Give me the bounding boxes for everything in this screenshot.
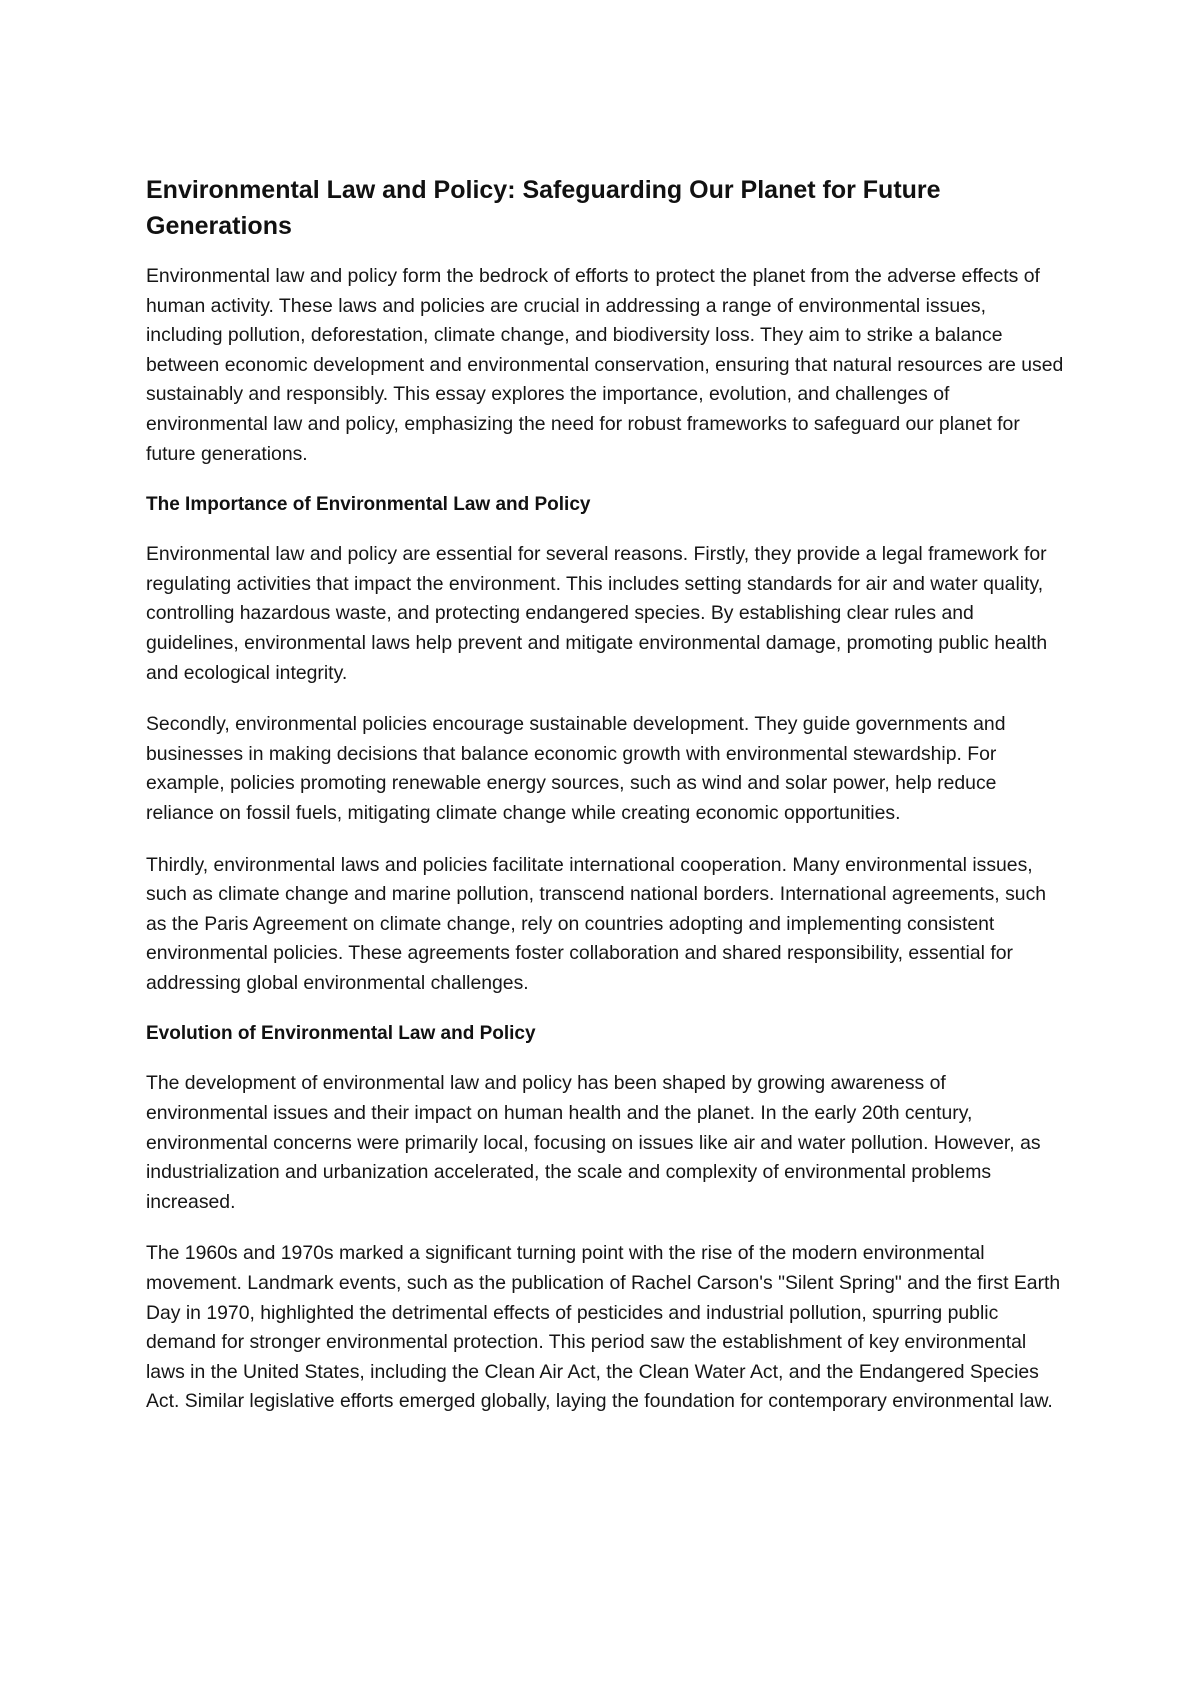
document-page	[146, 172, 1066, 1439]
section-heading-importance: The Importance of Environmental Law and Policy	[146, 494, 591, 516]
document-title: Environmental Law and Policy: Safeguarding Our Planet for Future Generations	[146, 176, 941, 240]
importance-paragraph-3: Thirdly, environmental laws and policies facilitate international cooperation. Many environmental issues, such as climate change and marine pollution, transcend national borders. International agreements, such as the Paris Agreement on climate change, rely on countries adopting and implementing consistent environmental policies. These agreements foster collaboration and shared responsibility, essential for addressing global environmental challenges.	[146, 853, 1047, 994]
evolution-paragraph-2: The 1960s and 1970s marked a significant turning point with the rise of the modern environmental movement. Landmark events, such as the publication of Rachel Carson's "Silent Spring" and the first Earth Day in 1970, highlighted the detrimental effects of pesticides and industrial pollution, spurring public demand for stronger environmental protection. This period saw the establishment of key environmental laws in the United States, including the Clean Air Act, the Clean Water Act, and the Endangered Species Act. Similar legislative efforts emerged globally, laying the foundation for contemporary environmental law.	[146, 1242, 1061, 1413]
section-heading-evolution: Evolution of Environmental Law and Policy	[146, 1023, 536, 1045]
evolution-paragraph-1: The development of environmental law and policy has been shaped by growing awareness of environmental issues and their impact on human health and the planet. In the early 20th century, environmental concerns were primarily local, focusing on issues like air and water pollution. However, as industrialization and urbanization accelerated, the scale and complexity of environmental problems increased.	[146, 1072, 1041, 1213]
importance-paragraph-2: Secondly, environmental policies encourage sustainable development. They guide governments and businesses in making decisions that balance economic growth with environmental stewardship. For example, policies promoting renewable energy sources, such as wind and solar power, help reduce reliance on fossil fuels, mitigating climate change while creating economic opportunities.	[146, 713, 1006, 824]
intro-paragraph: Environmental law and policy form the bedrock of efforts to protect the planet from the adverse effects of human activity. These laws and policies are crucial in addressing a range of environmental issues, including pollution, deforestation, climate change, and biodiversity loss. They aim to strike a balance between economic development and environmental conservation, ensuring that natural resources are used sustainably and responsibly. This essay explores the importance, evolution, and challenges of environmental law and policy, emphasizing the need for robust frameworks to safeguard our planet for future generations.	[146, 265, 1064, 465]
importance-paragraph-1: Environmental law and policy are essential for several reasons. Firstly, they provide a legal framework for regulating activities that impact the environment. This includes setting standards for air and water quality, controlling hazardous waste, and protecting endangered species. By establishing clear rules and guidelines, environmental laws help prevent and mitigate environmental damage, promoting public health and ecological integrity.	[146, 543, 1048, 684]
